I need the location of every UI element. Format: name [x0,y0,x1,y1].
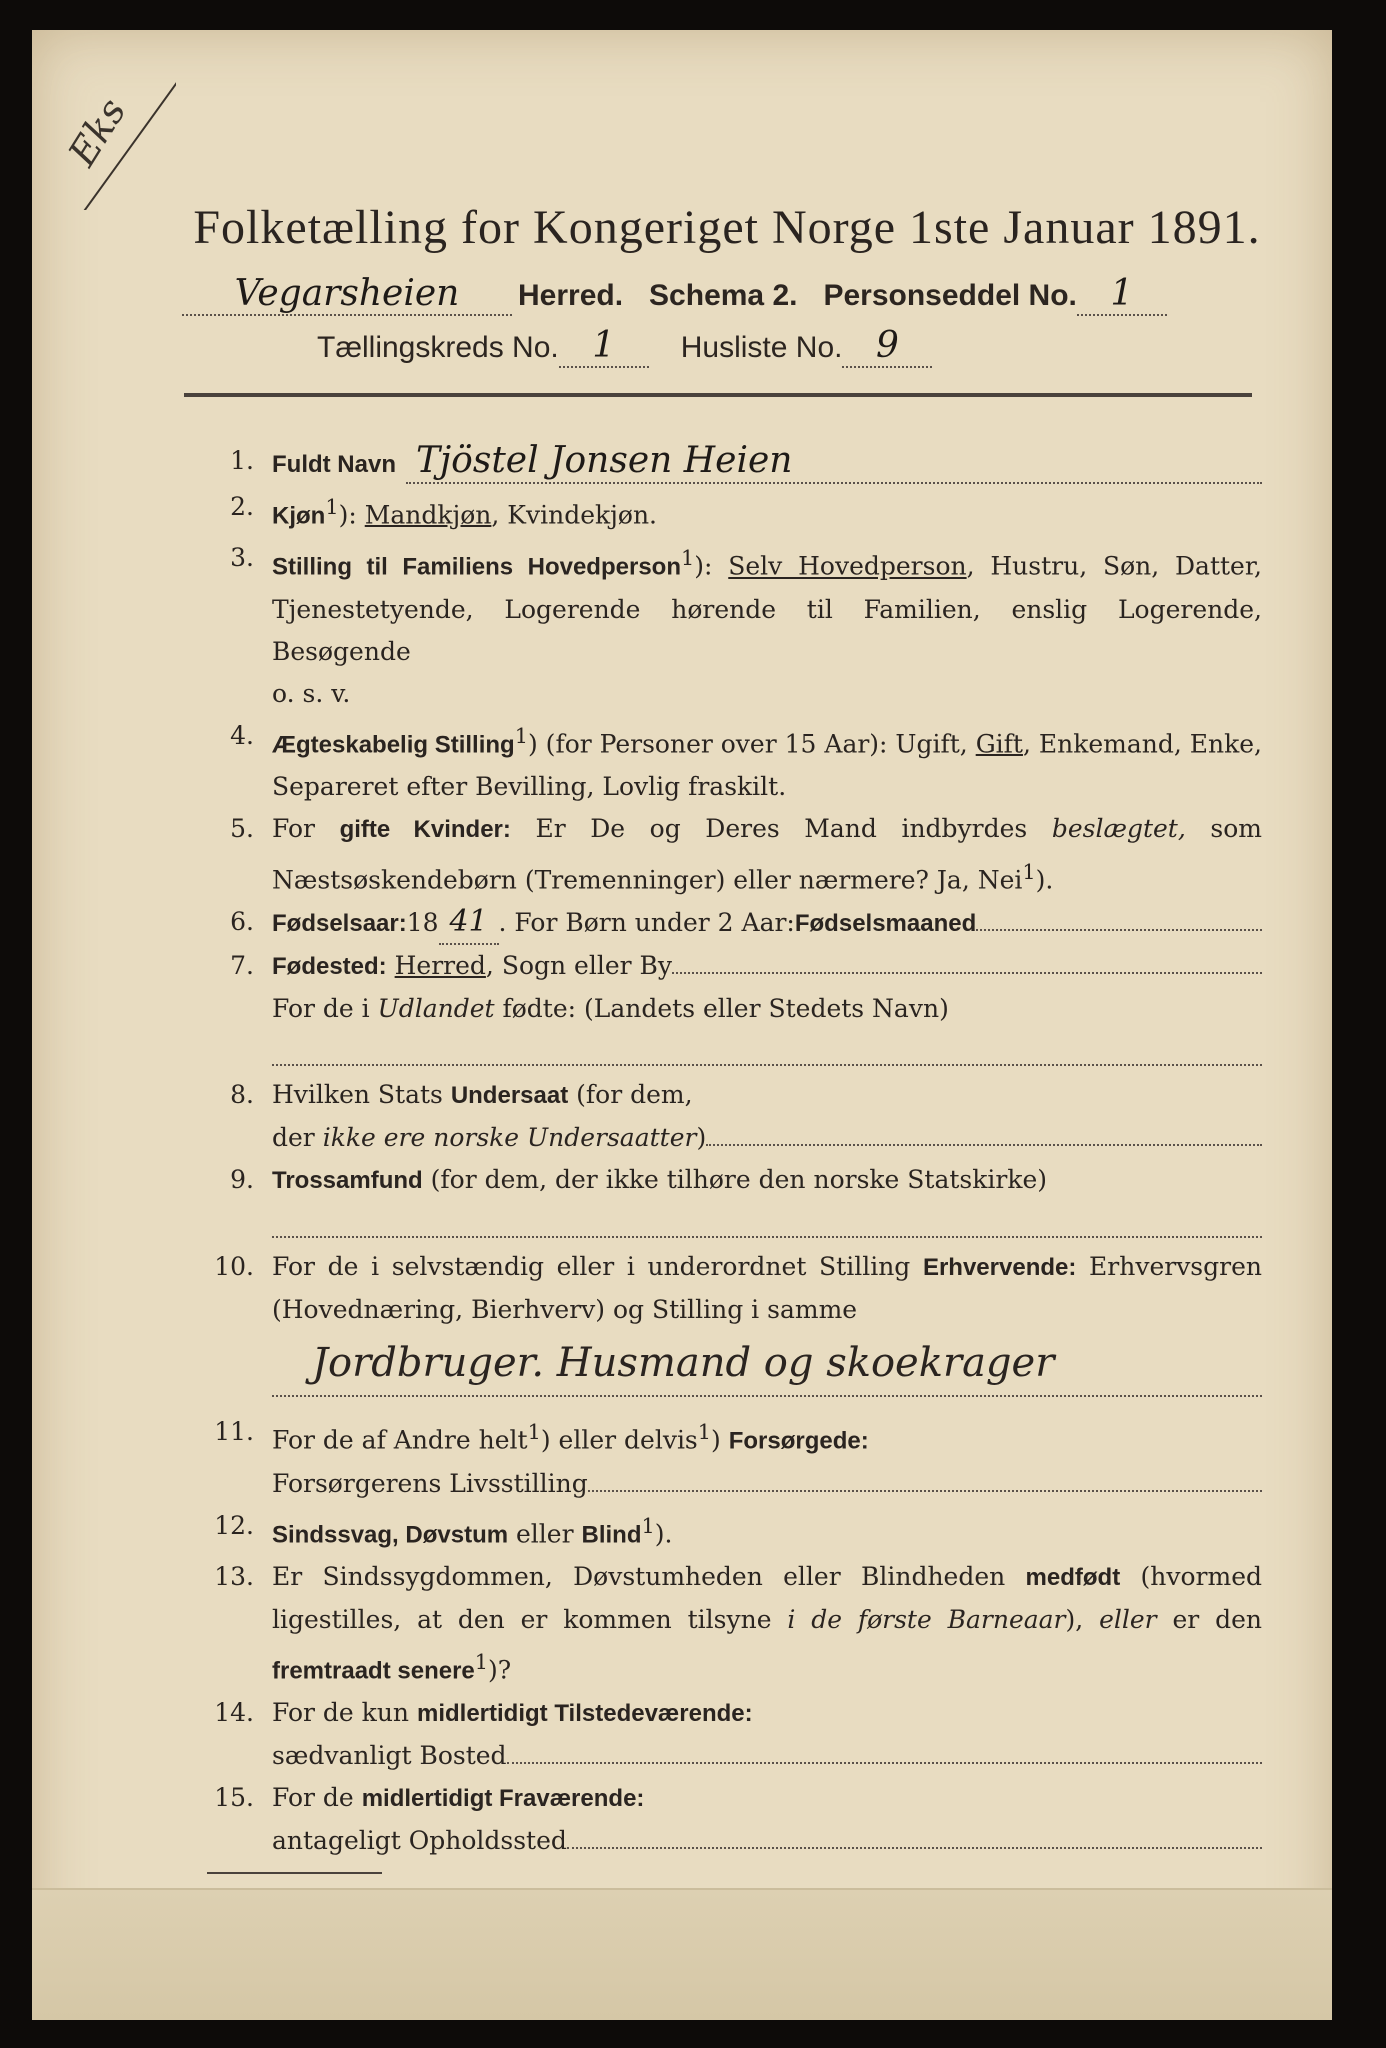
husliste-value: 9 [842,325,932,368]
question-12: 12. Sindssvag, Døvstum eller Blind$^1$). [214,1510,673,1548]
sex-label: Kjøn [272,502,326,530]
footnote-divider [207,1872,382,1874]
header-row-2 [317,325,1217,368]
question-5: 5. For gifte Kvinder: Er De og Deres Mand indbyrdes beslægtet, som Næstsøskendebørn (Tremenninger) eller nærmere? Ja, Nei$^1$). [230,813,1262,895]
question-7: 7. Fødested: Herred , Sogn eller By For de i Udlandet fødte: (Landets eller Stedets Navn) [182,945,1262,1074]
question-2: 2. Kjøn$^1$): Mandkjøn, Kvindekjøn. [230,492,657,530]
question-10: 10. For de i selvstændig eller i underordnet Stilling Erhvervende: Erhvervsgren (Hovednæring, Bierhverv) og Stilling i samme Jordbruger. Husmand og skoekrager [182,1246,1262,1397]
occupation-value: Jordbruger. Husmand og skoekrager [272,1331,1262,1397]
corner-note: Eks [59,90,135,174]
question-14: 14. For de kun midlertidigt Tilstedeværende: sædvanligt Bosted [182,1692,1262,1777]
sex-selected: Mandkjøn [364,500,492,530]
herred-value: Vegarsheien [182,273,512,316]
question-3: 3. Stilling til Familiens Hovedperson$^1$): Selv Hovedperson, Hustru, Søn, Datter, Tjenestetyende, Logerende hørende til Familien, enslig Logerende, Besøgende o. s. v. [230,543,1262,708]
question-9: 9. Trossamfund (for dem, der ikke tilhøre den norske Statskirke) [182,1159,1262,1246]
marital-selected: Gift [975,728,1023,758]
question-8: 8. Hvilken Stats Undersaat (for dem, der ikke ere norske Undersaatter ) [182,1074,1262,1159]
personseddel-label: Personseddel No. [823,279,1077,312]
schema-label: Schema 2. [649,279,798,312]
personseddel-value: 1 [1077,273,1167,316]
taellingskreds-label: Tællingskreds No. [317,331,559,364]
herred-label: Herred. [518,279,624,312]
question-4: 4. Ægteskabelig Stilling$^1$) (for Personer over 15 Aar): Ugift, Gift, Enkemand, Enke, Separeret efter Bevilling, Lovlig fraskilt. [230,720,1262,801]
paper-bottom-edge [32,1888,1332,2020]
question-6: 6. Fødselsaar: 18 41 . For Børn under 2 Aar: Fødselsmaaned [182,901,1262,945]
birth-year-value: 41 [439,901,499,945]
census-form [32,30,1332,2020]
full-name-label: Fuldt Navn [272,451,396,478]
header-row-1 [182,273,1272,316]
full-name-value: Tjöstel Jonsen Heien [406,440,1262,484]
husliste-label: Husliste No. [680,331,843,364]
taellingskreds-value: 1 [559,325,649,368]
question-15: 15. For de midlertidigt Fraværende: antageligt Opholdssted [182,1777,1262,1862]
form-title: Folketælling for Kongeriget Norge 1ste Januar 1891. [193,201,1261,254]
question-1: 1. Fuldt Navn Tjöstel Jonsen Heien [182,440,1262,486]
question-11: 11. For de af Andre helt$^1$) eller delvis$^1$) Forsørgede: Forsørgerens Livsstilling [182,1411,1262,1504]
header-divider [184,393,1252,397]
question-13: 13. Er Sindssygdommen, Døvstumheden eller Blindheden medfødt (hvormed ligestilles, at den er kommen tilsyne i de første Barneaar), eller er den fremtraadt senere$^1$)? [214,1561,1262,1685]
question-list [182,440,1262,1862]
birthplace-selected: Herred [394,951,486,981]
position-selected: Selv Hovedperson [728,551,967,581]
